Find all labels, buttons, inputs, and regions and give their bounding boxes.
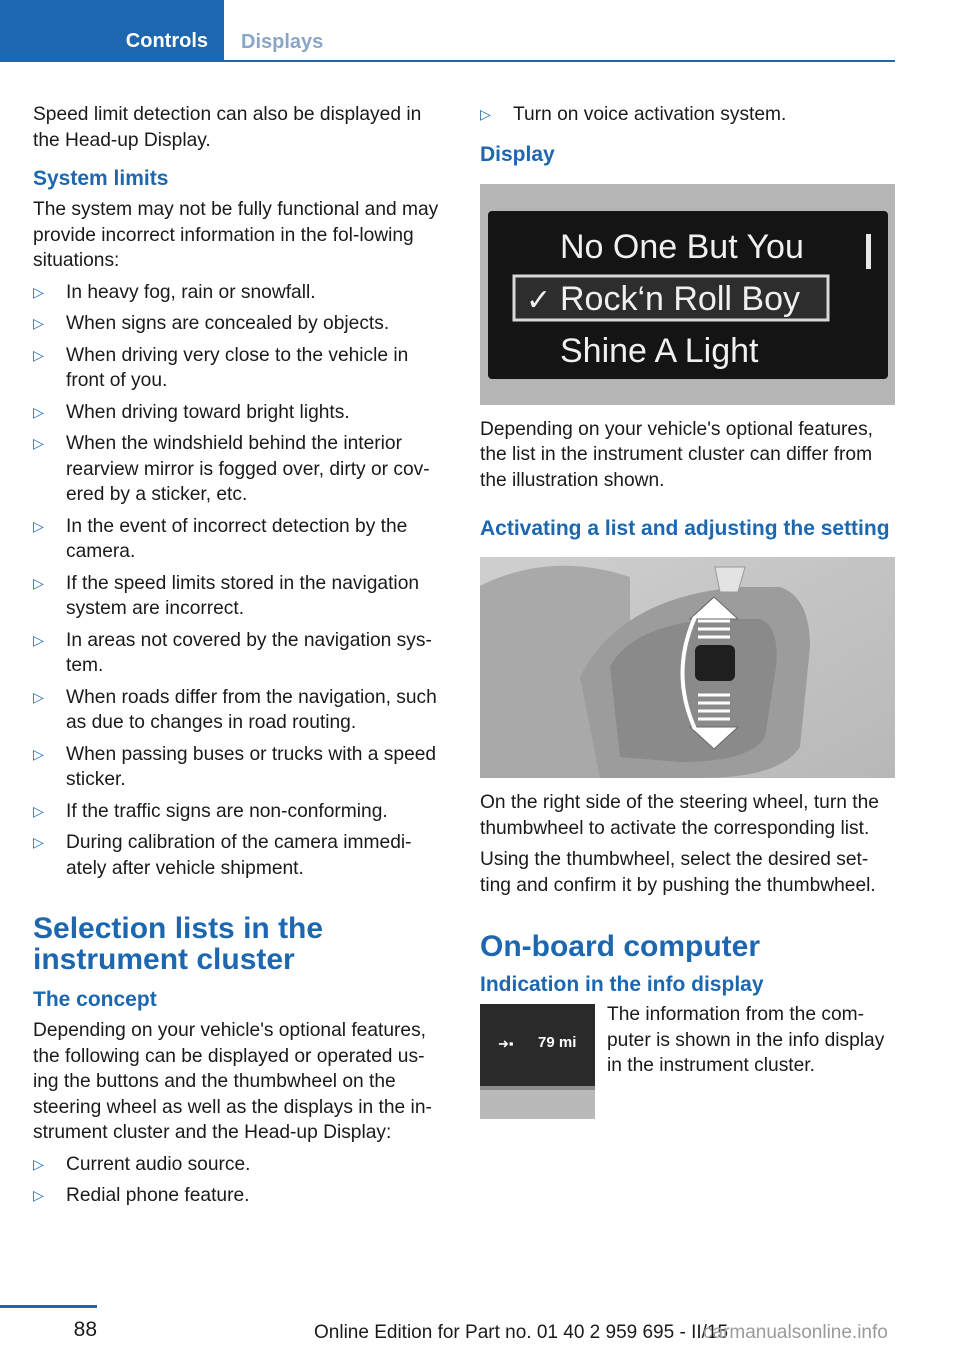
triangle-bullet-icon: ▷ bbox=[33, 1187, 44, 1203]
page-number: 88 bbox=[73, 1318, 97, 1341]
list-item bbox=[33, 311, 448, 337]
list-item bbox=[33, 830, 448, 881]
list-item-text: In the event of incorrect detection by the camera. bbox=[66, 515, 408, 562]
system-limits-list bbox=[33, 280, 448, 882]
display-heading: Display bbox=[480, 142, 555, 166]
triangle-bullet-icon: ▷ bbox=[33, 834, 44, 850]
list-item-text: During calibration of the camera immedi‐ately after vehicle shipment. bbox=[66, 832, 412, 879]
cluster-list-svg bbox=[480, 184, 895, 405]
list-item bbox=[33, 1183, 448, 1209]
list-item bbox=[33, 514, 448, 565]
list-item bbox=[33, 1152, 448, 1178]
triangle-bullet-icon: ▷ bbox=[33, 802, 44, 819]
list-item-text: When passing buses or trucks with a speed sticker. bbox=[66, 743, 437, 790]
triangle-bullet-icon: ▷ bbox=[33, 517, 44, 534]
list-item-text: Turn on voice activation system. bbox=[513, 104, 787, 125]
triangle-bullet-icon: ▷ bbox=[33, 688, 44, 705]
display-note: Depending on your vehicle's optional features, the list in the instrument cluster can differ from the illustration shown. bbox=[480, 418, 873, 491]
list-item bbox=[33, 400, 448, 426]
list-item bbox=[33, 571, 448, 622]
list-item-text: Current audio source. bbox=[66, 1153, 251, 1175]
system-limits-heading: System limits bbox=[33, 167, 169, 190]
header-divider bbox=[0, 60, 895, 62]
display-list-item-selected: Rock‘n Roll Boy bbox=[560, 279, 800, 318]
list-item-text: When driving toward bright lights. bbox=[66, 401, 350, 423]
list-item-text: Redial phone feature. bbox=[66, 1185, 250, 1206]
triangle-bullet-icon: ▷ bbox=[480, 106, 491, 122]
list-item-text: In areas not covered by the navigation sys‐tem. bbox=[66, 629, 432, 676]
indication-text: The information from the com‐puter is shown in the info display in the instrument cluster. bbox=[607, 1004, 885, 1076]
left-column bbox=[33, 102, 448, 1215]
right-column bbox=[480, 102, 895, 1122]
list-item-text: When roads differ from the navigation, such as due to changes in road routing. bbox=[66, 686, 437, 733]
triangle-bullet-icon: ▷ bbox=[33, 346, 44, 363]
list-item bbox=[33, 628, 448, 679]
list-item bbox=[33, 280, 448, 306]
footer-rule bbox=[0, 1305, 97, 1308]
fuel-range-icon: ➜▪ bbox=[498, 1036, 514, 1051]
concept-list-continued bbox=[480, 102, 895, 128]
info-display-value: 79 mi bbox=[538, 1034, 577, 1051]
list-item bbox=[33, 685, 448, 736]
thumbwheel-illustration bbox=[480, 557, 895, 778]
check-icon: ✓ bbox=[526, 282, 552, 318]
list-item bbox=[33, 343, 448, 394]
display-list-item: No One But You bbox=[560, 227, 804, 266]
display-list-illustration bbox=[480, 184, 895, 405]
activating-text-2: Using the thumbwheel, select the desired set‐ting and confirm it by pushing the thumbwheel. bbox=[480, 849, 876, 896]
triangle-bullet-icon: ▷ bbox=[33, 745, 44, 762]
triangle-bullet-icon: ▷ bbox=[33, 1155, 44, 1172]
list-item-text: If the speed limits stored in the navigation system are incorrect. bbox=[66, 572, 420, 619]
indication-heading: Indication in the info display bbox=[480, 973, 764, 996]
triangle-bullet-icon: ▷ bbox=[33, 403, 44, 420]
list-item bbox=[33, 431, 448, 508]
system-limits-text: The system may not be fully functional and may provide incorrect information in the fol‐lowing situations: bbox=[33, 199, 439, 271]
list-item bbox=[33, 799, 448, 825]
list-item-text: When the windshield behind the interior rearview mirror is fogged over, dirty or cov‐ered by a sticker, etc. bbox=[66, 433, 430, 505]
list-item-text: When signs are concealed by objects. bbox=[66, 313, 390, 334]
header-tabbar bbox=[0, 0, 895, 62]
intro-text: Speed limit detection can also be displayed in the Head-up Display. bbox=[33, 104, 422, 151]
activating-heading: Activating a list and adjusting the setting bbox=[480, 517, 890, 540]
onboard-computer-heading: On-board computer bbox=[480, 930, 761, 963]
display-list-item: Shine A Light bbox=[560, 331, 759, 370]
edition-text: Online Edition for Part no. 01 40 2 959 695 - II/15 bbox=[314, 1322, 729, 1343]
list-item bbox=[480, 102, 895, 128]
triangle-bullet-icon: ▷ bbox=[33, 574, 44, 591]
concept-heading: The concept bbox=[33, 988, 157, 1011]
info-display-illustration bbox=[480, 1004, 595, 1119]
selection-lists-heading: Selection lists in the instrument cluster bbox=[33, 912, 324, 976]
triangle-bullet-icon: ▷ bbox=[33, 315, 44, 331]
tab-controls[interactable] bbox=[0, 0, 224, 60]
list-item bbox=[33, 742, 448, 793]
triangle-bullet-icon: ▷ bbox=[33, 435, 44, 451]
tab-controls-label: Controls bbox=[125, 30, 208, 52]
list-item-text: When driving very close to the vehicle in front of you. bbox=[66, 344, 409, 391]
activating-text-1: On the right side of the steering wheel, turn the thumbwheel to activate the corresponding list. bbox=[480, 792, 879, 839]
tab-displays[interactable] bbox=[224, 0, 895, 60]
concept-list bbox=[33, 1152, 448, 1209]
list-item-text: If the traffic signs are non-conforming. bbox=[66, 800, 388, 822]
concept-text: Depending on your vehicle's optional features, the following can be displayed or operated us‐ing the buttons and the thumbwheel on the steering wheel as well as the displays in the in‐strument cluster and the Head-up Display: bbox=[33, 1020, 432, 1143]
triangle-bullet-icon: ▷ bbox=[33, 283, 44, 300]
tab-displays-label: Displays bbox=[241, 31, 324, 53]
list-item-text: In heavy fog, rain or snowfall. bbox=[66, 281, 316, 303]
triangle-bullet-icon: ▷ bbox=[33, 631, 44, 648]
indication-block bbox=[480, 1002, 895, 1122]
watermark: carmanualsonline.info bbox=[703, 1322, 888, 1343]
steering-wheel-svg bbox=[480, 557, 895, 778]
